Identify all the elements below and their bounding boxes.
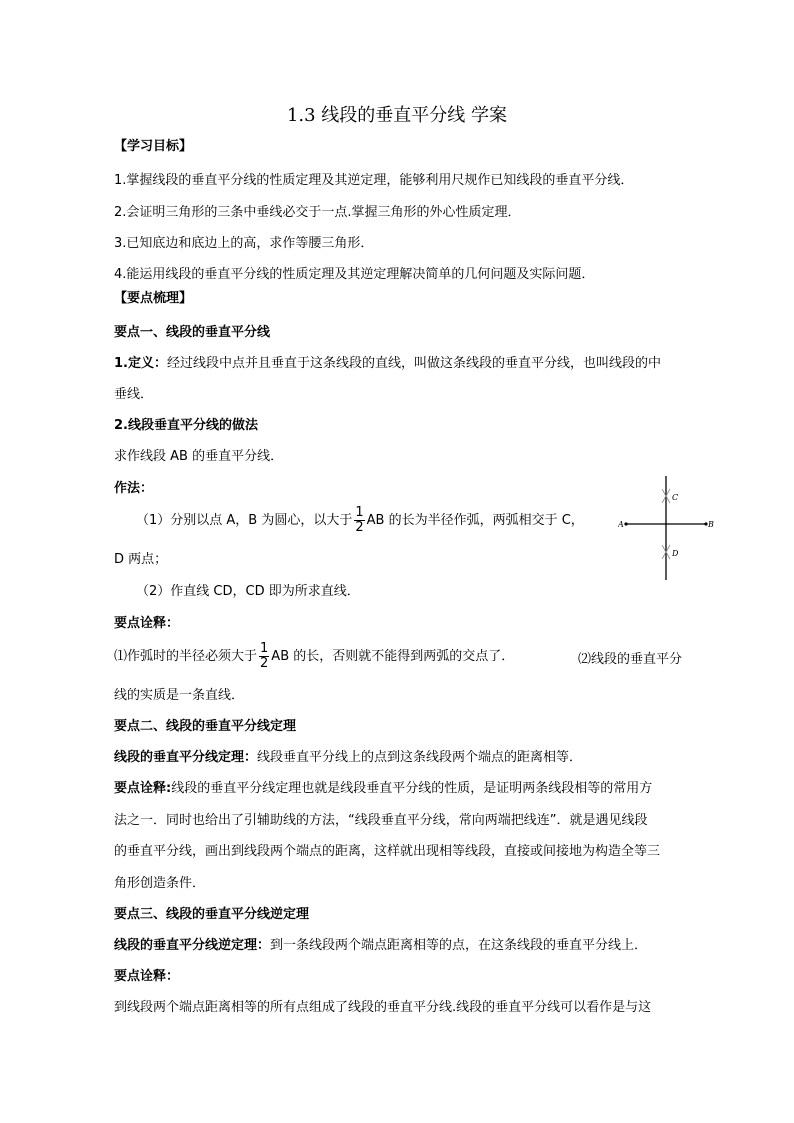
- note-1-right: ⑵线段的垂直平分: [578, 652, 683, 667]
- label-c: C: [672, 493, 679, 502]
- note-label-2: 要点诠释:: [114, 781, 172, 796]
- label-b: B: [708, 520, 714, 529]
- note-1-post: AB 的长，否则就不能得到两弧的交点了．: [271, 649, 515, 664]
- theorem-text: 线段垂直平分线上的点到这条线段两个端点的距离相等．: [257, 750, 583, 765]
- fraction-numerator: 1: [355, 505, 364, 520]
- note-2-text: 线段的垂直平分线定理也就是线段垂直平分线的性质，是证明两条线段相等的常用方: [171, 781, 653, 796]
- definition-label: 1.定义：: [114, 356, 167, 371]
- theorem-line: [114, 749, 582, 767]
- note-2-line: [114, 780, 652, 798]
- goal-1: 1.掌握线段的垂直平分线的性质定理及其逆定理，能够利用尺规作已知线段的垂直平分线．: [114, 173, 634, 188]
- point-1-heading: 要点一、线段的垂直平分线: [114, 325, 271, 340]
- note-label-1: 要点诠释：: [114, 616, 180, 631]
- page-title: 1.3 线段的垂直平分线 学案: [286, 105, 508, 126]
- label-a: A: [618, 520, 624, 529]
- note-3-text: 到线段两个端点距离相等的所有点组成了线段的垂直平分线.线段的垂直平分线可以看作是与这: [114, 1000, 652, 1015]
- note-2-line-4: 角形创造条件．: [114, 876, 206, 891]
- method-task: 求作线段 AB 的垂直平分线．: [114, 449, 284, 464]
- method-label: 作法：: [114, 481, 154, 496]
- section-learning-goals: 【学习目标】: [114, 139, 193, 154]
- fraction-numerator-note: 1: [260, 641, 269, 656]
- point-2-heading: 要点二、线段的垂直平分线定理: [114, 719, 297, 734]
- note-2-line-3: 的垂直平分线，画出到线段两个端点的距离，这样就出现相等线段，直接或间接地为构造全等三: [114, 844, 661, 859]
- theorem-label: 线段的垂直平分线定理：: [114, 750, 258, 765]
- goal-4: 4.能运用线段的垂直平分线的性质定理及其逆定理解决简单的几何问题及实际问题．: [114, 267, 595, 282]
- definition-text: 经过线段中点并且垂直于这条线段的直线，叫做这条线段的垂直平分线，也叫线段的中: [166, 356, 661, 371]
- point-3-heading: 要点三、线段的垂直平分线逆定理: [114, 907, 310, 922]
- converse-theorem-line: [114, 937, 647, 955]
- note-1-pre: ⑴作弧时的半径必须大于: [114, 649, 258, 664]
- fraction-half-note: [259, 642, 269, 671]
- step-1: [136, 506, 584, 535]
- note-1: [114, 642, 514, 671]
- note-2-line-2: 法之一．同时也给出了引辅助线的方法，“线段垂直平分线，常向两端把线连”．就是遇见线段: [114, 813, 648, 828]
- converse-theorem-text: 到一条线段两个端点距离相等的点，在这条线段的垂直平分线上．: [270, 938, 648, 953]
- note-label-3: 要点诠释：: [114, 969, 180, 984]
- converse-theorem-label: 线段的垂直平分线逆定理：: [114, 938, 271, 953]
- step-1-pre: （1）分别以点 A，B 为圆心，以大于: [136, 513, 353, 528]
- label-d: D: [672, 549, 679, 558]
- definition-line: [114, 355, 661, 373]
- step-1-post: AB 的长为半径作弧，两弧相交于 C，: [366, 513, 584, 528]
- method-heading: 2.线段垂直平分线的做法: [114, 418, 258, 433]
- definition-continued: 垂线．: [114, 387, 154, 402]
- step-2: （2）作直线 CD，CD 即为所求直线．: [136, 584, 360, 599]
- step-1-continued: D 两点；: [114, 552, 168, 567]
- note-1-continued: 线的实质是一条直线．: [114, 688, 245, 703]
- fraction-half: [354, 506, 364, 535]
- point-a: [624, 522, 627, 525]
- goal-3: 3.已知底边和底边上的高，求作等腰三角形．: [114, 236, 374, 251]
- fraction-denominator: 2: [355, 520, 364, 535]
- goal-2: 2.会证明三角形的三条中垂线必交于一点.掌握三角形的外心性质定理．: [114, 205, 521, 220]
- fraction-denominator-note: 2: [260, 656, 269, 671]
- section-key-points: 【要点梳理】: [114, 291, 193, 306]
- perpendicular-bisector-figure: [618, 474, 728, 584]
